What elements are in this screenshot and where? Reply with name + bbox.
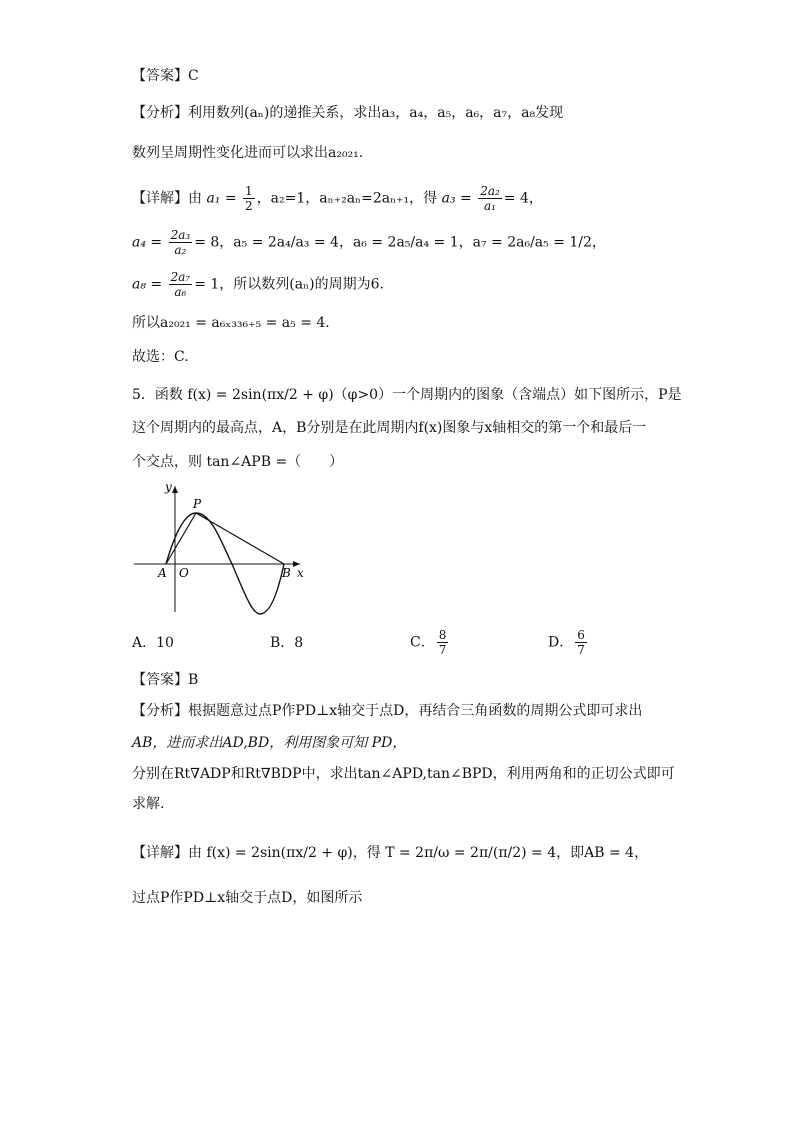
x-axis-label: x	[297, 566, 304, 580]
analysis-line-q5-1	[132, 701, 642, 721]
fraction-2a3-a2: $\frac{\text{2a₃}}{\text{a₂}}$	[170, 228, 191, 257]
detail-text-2: 过点P作PD⊥x轴交于点D，如图所示	[132, 890, 363, 906]
y-axis-label: y	[165, 480, 172, 494]
fraction-2a7-a6: $\frac{\text{2a₇}}{\text{a₆}}$	[170, 270, 191, 299]
a3-symbol: a₃ =	[441, 190, 472, 207]
analysis-text-2: 数列呈周期性变化进而可以求出a₂₀₂₁.	[132, 145, 364, 161]
detail-text-b: ，a₂=1，aₙ₊₂aₙ=2aₙ₊₁，得	[256, 190, 438, 207]
fraction-one-half: $\frac{1}{2}$	[245, 184, 253, 213]
analysis-text-4: 求解.	[132, 796, 165, 812]
detail-line-q5-2	[132, 888, 362, 908]
analysis-line-q5-4	[132, 794, 164, 814]
detail-line-q4-2	[132, 228, 606, 257]
question-5-stem-3	[132, 452, 343, 472]
origin-label: O	[179, 566, 189, 580]
segment-PB	[196, 513, 284, 564]
choice-c[interactable]: C． $\frac{8}{7}$	[410, 628, 447, 657]
analysis-text-2: AB，进而求出AD,BD，利用图象可知 PD，	[132, 735, 407, 751]
detail-line-q4-1	[132, 184, 543, 213]
answer-label: 【答案】	[132, 672, 188, 688]
answer-label: 【答案】	[132, 68, 188, 84]
detail-text: 由	[188, 190, 202, 207]
segment-AP	[166, 513, 196, 564]
fraction-2a2-a1: $\frac{\text{2a₂}}{\text{a₁}}$	[480, 184, 500, 213]
analysis-text: 利用数列(aₙ)的递推关系，求出a₃，a₄，a₅，a₆，a₇，a₈发现	[188, 105, 564, 121]
analysis-label: 【分析】	[132, 105, 188, 121]
sine-graph-figure	[132, 480, 312, 620]
choice-a[interactable]: A．10	[132, 635, 174, 651]
detail-text-c: = 4，	[503, 190, 543, 207]
answer-value: C	[188, 68, 199, 84]
choice-d[interactable]: D． $\frac{6}{7}$	[548, 628, 585, 657]
y-axis-arrow	[172, 486, 178, 493]
a1-symbol: a₁ =	[206, 190, 237, 207]
detail-line-q5-1	[132, 843, 648, 863]
stem-text-3: 个交点，则 tan∠APB =（ ）	[132, 454, 344, 470]
detail-text-3: = 1，所以数列(aₙ)的周期为6.	[194, 276, 384, 293]
point-B-label: B	[282, 566, 291, 580]
a4-symbol: a₄ =	[132, 234, 163, 251]
point-P-label: P	[193, 497, 202, 511]
detail-label: 【详解】	[132, 845, 188, 861]
detail-line-q4-3	[132, 270, 384, 299]
detail-label: 【详解】	[132, 190, 188, 207]
answer-line-q4	[132, 66, 199, 86]
analysis-label: 【分析】	[132, 703, 188, 719]
detail-line-q4-4	[132, 313, 330, 333]
answer-value: B	[188, 672, 199, 688]
conclusion-text: 故选：C.	[132, 349, 189, 365]
analysis-line-q4	[132, 103, 563, 123]
a8-symbol: a₈ =	[132, 276, 163, 293]
answer-line-q5	[132, 670, 198, 690]
detail-text-4: 所以a₂₀₂₁ = a₆ₓ₃₃₆₊₅ = a₅ = 4.	[132, 315, 330, 331]
question-5-stem-2	[132, 418, 646, 438]
analysis-line-q4-2	[132, 143, 363, 163]
analysis-line-q5-2	[132, 733, 406, 753]
stem-text-2: 这个周期内的最高点，A，B分别是在此周期内f(x)图象与x轴相交的第一个和最后一	[132, 420, 647, 436]
analysis-text-3: 分别在Rt∇ADP和Rt∇BDP中，求出tan∠APD,tan∠BPD，利用两角和的正切公式即可	[132, 766, 675, 782]
conclusion-q4	[132, 347, 189, 367]
question-5-stem-1	[132, 385, 682, 405]
stem-text-1: 5．函数 f(x) = 2sin(πx/2 + φ)（φ>0）一个周期内的图象（含端点）如下图所示，P是	[132, 387, 682, 403]
detail-text-1: 由 f(x) = 2sin(πx/2 + φ)，得 T = 2π/ω = 2π/(π/2) = 4，即AB = 4，	[188, 845, 649, 861]
point-A-label: A	[158, 566, 167, 580]
analysis-line-q5-3	[132, 764, 675, 784]
choice-b[interactable]: B．8	[270, 635, 304, 651]
analysis-text-1: 根据题意过点P作PD⊥x轴交于点D，再结合三角函数的周期公式即可求出	[188, 703, 643, 719]
detail-text-2: = 8，a₅ = 2a₄/a₃ = 4，a₆ = 2a₅/a₄ = 1，a₇ = 2a₆/a₅ = 1/2，	[194, 234, 606, 251]
